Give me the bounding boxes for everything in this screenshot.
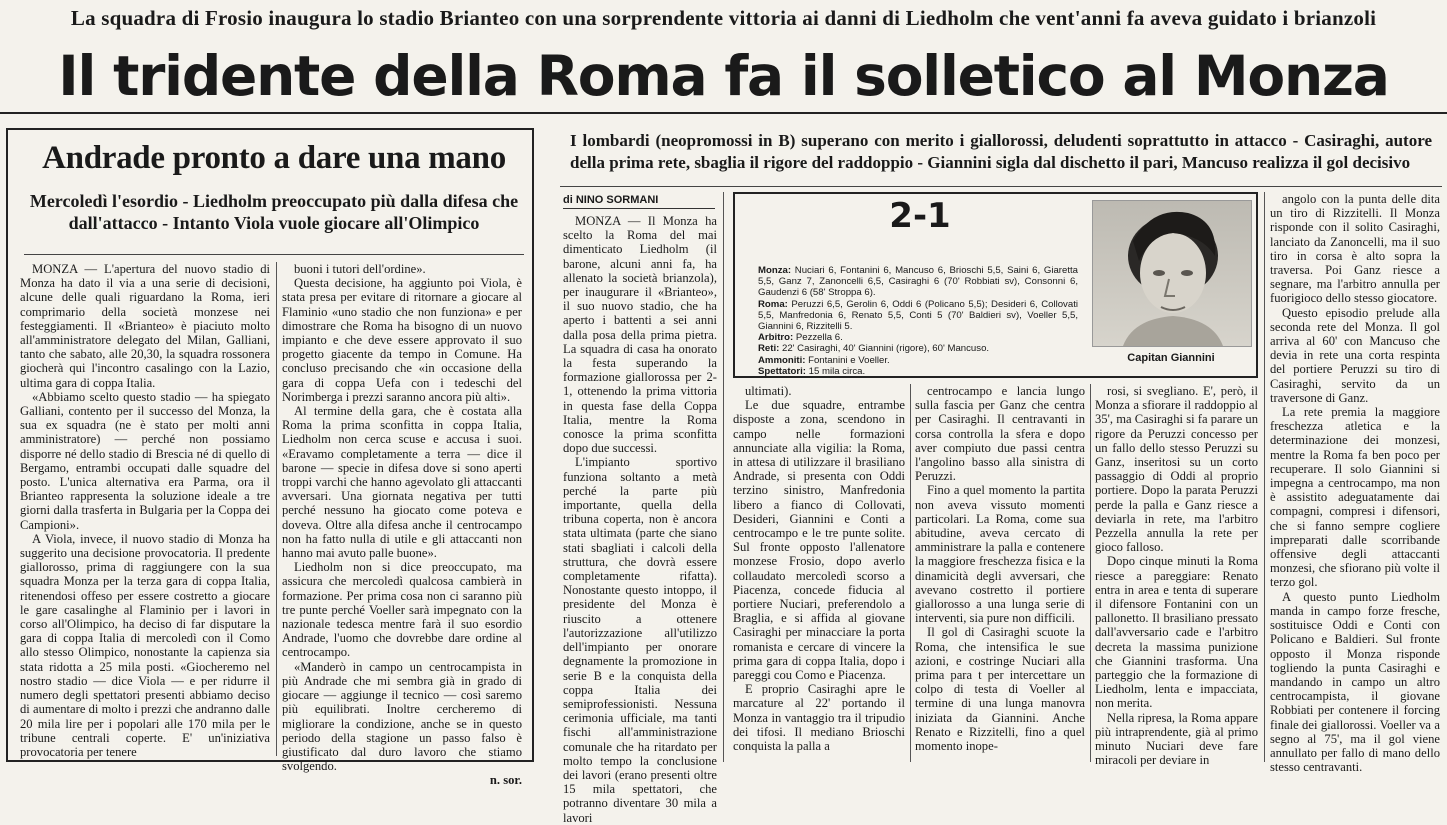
portrait-image [1093,201,1251,346]
deck: I lombardi (neopromossi in B) superano con merito i giallorossi, deludenti soprattutto in attacco - Casiraghi, autore della prima rete, sbaglia il rigore del raddoppio - Giannini sigla dal dischetto il pari, Mancuso realizza il gol decisivo [570,131,1432,172]
kicker: La squadra di Frosio inaugura lo stadio Brianteo con una sorprendente vittoria ai danni di Liedholm che vent'anni fa aveva guidato i brianzoli [70,6,1377,30]
score: 2-1 [889,196,951,236]
sidebar-paragraph: buoni i tutori dell'ordine». [294,262,426,276]
column-separator [723,192,724,762]
article-paragraph: Questo episodio prelude alla seconda rete del Monza. Il gol arriva al 60' con Mancuso che devia in rete una corta respinta del portiere Peruzzi su tiro di Casiraghi, servito da un traversone di Ganz. [1270,305,1440,405]
photo-caption: Capitan Giannini [1127,352,1215,364]
sidebar-paragraph: A Viola, invece, il nuovo stadio di Monza ha suggerito una decisione provocatoria. Il predente giallorosso, prima di raggiungere con la sua squadra Monza per la terza gara di coppa Italia, ritenendosi offeso per essere costretto a giocare le gare casalinghe al Flaminio per i lavori in corso all'Olimpico, ha deciso di far disputare la gara di coppa Italia di mercoledì con il Como allo stesso Olimpico, nonostante la capienza sia stata ridotta a 25 mila posti. «Giocheremo nel nostro stadio — dice Viola — e per ridurre il numero degli spettatori presenti abbiamo deciso di aumentare di molto i prezzi che andranno dalle 20 mila lire per i popolari alle 170 mila per le tribune centrali coperte. E' un'iniziativa provocatoria per tenere [20,531,270,759]
sidebar-paragraph: Al termine della gara, che è costata alla Roma la prima sconfitta in coppa Italia, Liedholm non cerca scuse e accusa i suoi. «Eravamo completamente a terra — dice il barone — specie in difesa dove si sono aperti troppi varchi che hanno agevolato gli attaccanti avversari. Una giornata negativa per tutti perché nessuno ha giocato come poteva e doveva. Oltre alla difesa anche il centrocampo non ha fatto nulla di utile e gli attaccanti non hanno mai avuto palle buone». [282,404,522,561]
arbitro-label: Arbitro: [758,332,794,344]
spettatori-label: Spettatori: [758,365,806,377]
sidebar-subtitle: Mercoledì l'esordio - Liedholm preoccupato più dalla difesa che dall'attacco - Intanto Viola vuole giocare all'Olimpico [29,191,519,233]
arbitro-value: Pezzella 6. [795,332,843,344]
sidebar-paragraph: MONZA — L'apertura del nuovo stadio di Monza ha dato il via a una serie di decisioni, alcune delle quali riguardano la Roma, ieri comprimario della società monzese nei festeggiamenti. Il «Brianteo» è piaciuto molto all'amministratore delegato del Milan, Galliani, tanto che sabato, alle 20,30, la squadra rossonera giocherà qui l'incontro casalingo con la Lazio, ultima gara di coppa Italia. [20,262,270,390]
article-paragraph: rosi, si svegliano. E', però, il Monza a sfiorare il raddoppio al 35', ma Casiraghi si fa parare un rigore da Peruzzi concesso per un fallo dello stesso Peruzzi su Ganz, inseritosi su un corto passaggio di Oddi al proprio portiere. Dopo la parata Peruzzi perde la palla e Ganz riesce a deviarla in rete, ma l'arbitro Pezzella annulla la rete per gioco falloso. [1095,384,1258,555]
sidebar-title: Andrade pronto a dare una mano [42,140,506,176]
byline: di NINO SORMANI [563,194,715,209]
header-rule [0,112,1447,114]
sidebar-signature: n. sor. [489,773,522,788]
article-paragraph: L'impianto sportivo funziona soltanto a metà perché la parte più importante, quella della tribuna coperta, non è ancora stata ultimata (parte che siano stati sbagliati i calcoli della struttura, che dovrà essere completamente rifatta). Nonostante questo intoppo, il presidente del Monza è riuscito a ottenere l'autorizzazione all'utilizzo dell'impianto per onorare degnamente la promozione in serie B e la conquista della coppa Italia dei semiprofessionisti. Nessuna cerimonia ufficiale, ma tanti fischi all'amministrazione comunale che ha ritardato per molto tempo la conclusione dei lavori (erano presenti oltre 15 mila spettatori, che potranno diventare 30 mila a lavori [563,455,717,825]
headline: Il tridente della Roma fa il solletico al Monza [58,44,1389,108]
article-paragraph: La rete premia la maggiore freschezza atletica e la determinazione dei monzesi, mentre la Roma fa ben poco per recuperare. Il solo Giannini si impegna a centrocampo, ma non è assistito adeguatamente dai compagni, compresi i difensori, che si fanno sempre cogliere impreparati dalle scorribande offensive degli attaccanti monzesi, che sfiorano più volte il terzo gol. [1270,405,1440,590]
article-paragraph: angolo con la punta delle dita un tiro di Rizzitelli. Il Monza risponde con il solito Casiraghi, lanciato da Zanoncelli, ma il suo tiro in corsa è alto sopra la traversa. Poi Ganz riesce a segnare, ma l'arbitro annulla per fuorigioco dello stesso giocatore. [1270,192,1440,306]
article-column-2 [733,384,905,762]
deck-rule [560,186,1442,187]
article-paragraph: Le due squadre, entrambe disposte a zona, scendono in campo nelle formazioni annunciate alla vigilia: la Roma, in attesa di utilizzare il brasiliano Andrade, si presenta con Oddi terzino sinistro, Manfredonia libero a fianco di Collovati, Desideri, Giannini e Conti a centrocampo e le tre punte solite. Sul fronte opposto l'allenatore monzese Frosio, dopo averlo collaudato mercoledì scorso a Piacenza, concede fiducia al portiere Nuciari, preferendolo a Braglia, e si affida al giovane Casiraghi per minacciare la porta romanista e cercare di vincere la prima gara di coppa Italia, dopo i pareggi cou Como e Piacenza. [733,398,905,683]
article-column-3 [915,384,1085,762]
roma-lineup: Peruzzi 6,5, Gerolin 6, Oddi 6 (Policano 5,5); Desideri 6, Collovati 5,5, Manfredonia 6, Renato 5,5, Conti 5 (70' Baldieri sv), Voeller 5,5, Giannini 6, Rizzitelli 5. [758,298,1078,333]
article-paragraph: MONZA — Il Monza ha scelto la Roma del mai dimenticato Liedholm (il barone, alcuni anni fa, ha allenato la società brianzola), per inaugurare il «Brianteo», il suo nuovo stadio, che ha aperto i battenti a sei anni dalla posa della prima pietra. La squadra di casa ha onorato la festa superando la formazione giallorossa per 2-1, ottenendo la prima vittoria in questa fase della Coppa Italia, mentre la Roma conosce la prima sconfitta dopo due successi. [563,214,717,456]
column-separator [910,384,911,762]
article-paragraph: Dopo cinque minuti la Roma riesce a pareggiare: Renato entra in area e tenta di superare il difensore Fontanini con un pallonetto. Il brasiliano pressato dall'avversario cade e l'arbitro decreta la massima punizione che Giannini trasforma. Una parteggio che la formazione di Liedholm, lenta e impacciata, non merita. [1095,554,1258,711]
article-paragraph: A questo punto Liedholm manda in campo forze fresche, sostituisce Oddi e Conti con Policano e Baldieri. Sul fronte opposto il Monza risponde togliendo la punta Casiraghi e mandando in campo un altro centrocampista, il giovane Robbiati per contenere il forcing finale dei giallorossi. Voeller va a segno al 75', ma il gol viene annullato per fallo di mano dello stesso centravanti. [1270,589,1440,775]
article-paragraph: ultimati). [745,384,792,398]
sidebar-column-1 [20,262,270,759]
reti-value: 22' Casiraghi, 40' Giannini (rigore), 60' Mancuso. [782,343,990,355]
sidebar-rule [24,254,524,255]
sidebar-column-2 [282,262,522,788]
sidebar-column-separator [276,262,277,756]
column-separator [1090,384,1091,762]
ammoniti-label: Ammoniti: [758,354,806,366]
article-column-5 [1270,192,1440,775]
article-paragraph: Il gol di Casiraghi scuote la Roma, che intensifica le sue azioni, e costringe Nuciari alla prima para t per intercettare un colpo di testa di Voeller al termine di una lunga manovra iniziata da Giannini. Anche Renato e Rizzitelli, fino a quel momento inope- [915,625,1085,754]
sidebar-paragraph: Questa decisione, ha aggiunto poi Viola, è stata presa per evitare di ritornare a giocare al Flaminio «uno stadio che non funziona» e per dimostrare che Roma ha bisogno di un nuovo impianto e che deve essere approvato il suo progetto giacente da tempo in Comune. Ha concluso precisando che «in occasione della gara di coppa Uefa con i tedeschi del Norimberga i prezzi saranno ancora più alti». [282,276,522,404]
article-column-1 [563,214,717,825]
article-paragraph: centrocampo e lancia lungo sulla fascia per Ganz che centra per Casiraghi. Il centravanti in corsa controlla la sfera e dopo aver compiuto due passi centra l'angolino basso alla sinistra di Peruzzi. [915,384,1085,484]
ammoniti-value: Fontanini e Voeller. [808,354,890,366]
spettatori-value: 15 mila circa. [808,365,866,377]
sidebar-paragraph: «Abbiamo scelto questo stadio — ha spiegato Galliani, contento per il successo del Monza, la sua ex squadra (ne è stato per molti anni amministratore) — perché non possiamo disporre né dello stadio di Brescia né di quello di Bergamo, entrambi occupati dalle squadre del posto. L'unica alternativa era Parma, ora il Brianteo rappresenta la soluzione ideale a tre giorni dalla trasferta in Bulgaria per la Coppa dei Campioni». [20,389,270,532]
monza-label: Monza: [758,265,792,276]
column-separator [1264,192,1265,762]
article-paragraph: E proprio Casiraghi apre le marcature al 22' portando il Monza in vantaggio tra il tripudio dei tifosi. Il mediano Brioschi conquista la palla a [733,682,905,754]
monza-lineup: Nuciari 6, Fontanini 6, Mancuso 6, Brioschi 5,5, Saini 6, Giaretta 5,5, Ganz 7, Zanoncelli 6,5, Casiraghi 6 (70' Robbiati sv), Consonni 6, Gaudenzi 6 (58' Stroppa 6). [758,265,1078,299]
reti-label: Reti: [758,343,780,355]
article-column-4 [1095,384,1258,768]
match-report [758,265,1078,377]
sidebar-paragraph: Liedholm non si dice preoccupato, ma assicura che mercoledì qualcosa cambierà in formazione. Per prima cosa non ci saranno più tre punte perché Voeller sarà impegnato con la nazionale tedesca mentre farà il suo esordio Andrade, l'uomo che dovrebbe dare ordine al centrocampo. [282,560,522,660]
roma-label: Roma: [758,298,788,310]
article-paragraph: Fino a quel momento la partita non aveva vissuto momenti particolari. La Roma, come sua abitudine, aveva cercato di amministrare la palla e contenere la maggiore freschezza fisica e la dinamicità degli avversari, che avevano costretto il portiere giallorosso a una lunga serie di interventi, sia pure non difficili. [915,483,1085,626]
sidebar-paragraph: «Manderò in campo un centrocampista in più Andrade che mi sembra già in grado di giocare — aggiunge il tecnico — così saremo più equilibrati. Inoltre cercheremo di migliorare la condizione, anche se in questo periodo della stagione un passo falso è giustificato dal duro lavoro che stiamo svolgendo. [282,659,522,774]
player-photo [1092,200,1252,347]
article-paragraph: Nella ripresa, la Roma appare più intraprendente, già al primo minuto Nuciari deve fare miracoli per deviare in [1095,710,1258,768]
